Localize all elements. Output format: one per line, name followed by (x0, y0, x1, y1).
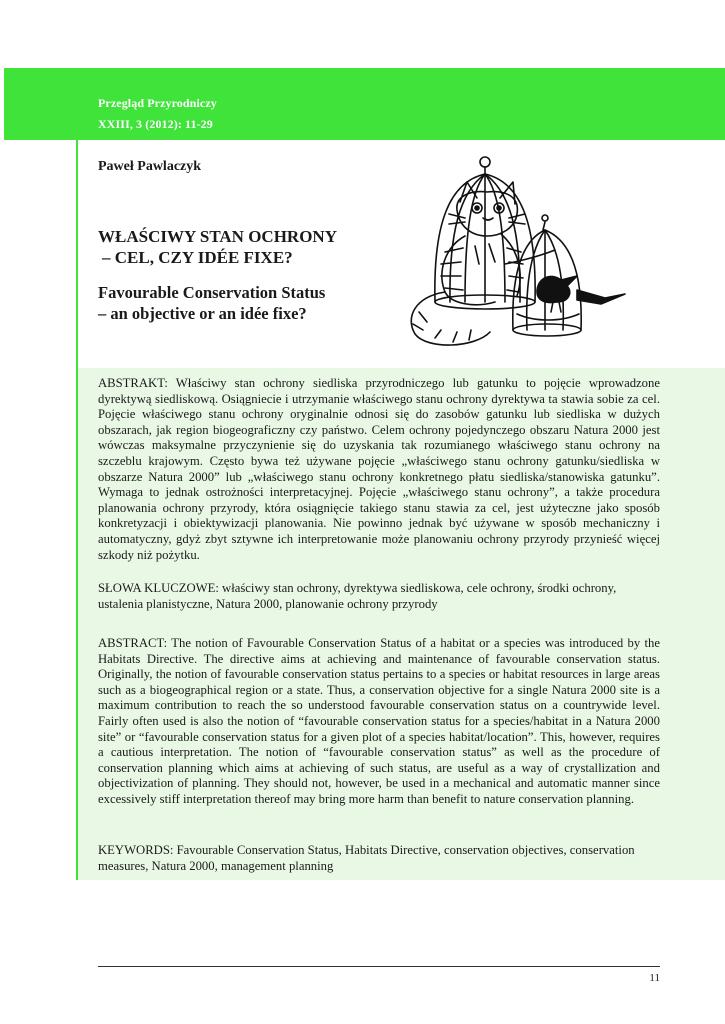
keywords-english: KEYWORDS: Favourable Conservation Status, Habitats Directive, conservation objectives, conservation measures, Natura 2000, management planning (98, 843, 635, 873)
title-polish (98, 226, 428, 268)
journal-issue: XXIII, 3 (2012): 11-29 (98, 117, 213, 131)
author-name: Paweł Pawlaczyk (98, 159, 202, 174)
keywords-polish: SŁOWA KLUCZOWE: właściwy stan ochrony, dyrektywa siedliskowa, cele ochrony, środki ochrony, ustalenia planistyczne, Natura 2000, planowanie ochrony przyrody (98, 581, 617, 611)
journal-name: Przegląd Przyrodniczy (98, 96, 217, 110)
title-polish-line-1: WŁAŚCIWY STAN OCHRONY (98, 227, 337, 246)
title-english (98, 282, 428, 324)
title-english-line-2: – an objective or an idée fixe? (98, 304, 307, 323)
cat (411, 182, 555, 345)
cat-in-birdcage-illustration (405, 152, 630, 352)
footer-rule (98, 966, 660, 967)
page-number: 11 (649, 972, 660, 984)
title-english-line-1: Favourable Conservation Status (98, 283, 326, 302)
small-cage (513, 215, 581, 336)
abstract-polish: ABSTRAKT: Właściwy stan ochrony siedliska przyrodniczego lub gatunku to pojęcie wprowadzone dyrektywą siedliskową. Osiągniecie i utrzymanie właściwego stanu ochrony dyrektywa ta stawia sobie za cel. Pojęcie właściwego stanu ochrony oryginalnie odnosi się do zasobów gatunku lub siedliska w dużych obszarach, jak region biogeograficzny czy państwo. Celem ochrony pojedynczego obszaru Natura 2000 jest wówczas maksymalne przyczynienie się do uzyskania tak rozumianego właściwego stanu ochrony na szczeblu krajowym. Często bywa też używane pojęcie „właściwego stanu ochrony gatunku/siedliska w obszarze Natura 2000” lub „właściwego stanu ochrony konkretnego płatu siedliska/stanowiska gatunku”. Wymaga to jednak ostrożności interpretacyjnej. Pojęcie „właściwego stanu ochrony”, a także procedura planowania ochrony przyrody, która osiągnięcie takiego stanu stawia za cel, jest użyteczne jako sposób konkretyzacji i obiektywizacji planowania. Nie powinno jednak być używane w sposób mechaniczny i automatyczny, gdyż zbyt sztywne ich interpretowanie może planowaniu ochrony przyrody przynieść więcej szkody niż pożytku. (98, 376, 660, 562)
abstract-english: ABSTRACT: The notion of Favourable Conservation Status of a habitat or a species was introduced by the Habitats Directive. The directive aims at achieving and maintenance of favourable conservation status. Originally, the notion of favourable conservation status pertains to a species or habitat resources in large areas such as a biogeographical region or a state. Thus, a conservation objective for a single Natura 2000 site is a maximum contribution to reach the so understood favourable conservation status on a countrywide level. Fairly often used is also the notion of “favourable conservation status for a species/habitat in a Natura 2000 site” or “favourable conservation status for a given plot of a species habitat/location”. This, however, requires a cautious interpretation. The notion of “favourable conservation status” as well as the procedure of conservation planning which aims at achieving of such status, are useful as a way of crystallization and objectivization of planning. They should not, however, be used in a mechanical and automatic manner since excessively stiff interpretation thereof may bring more harm than benefit to nature conservation planning. (98, 636, 660, 806)
title-polish-line-2: – CEL, CZY IDÉE FIXE? (102, 248, 293, 267)
